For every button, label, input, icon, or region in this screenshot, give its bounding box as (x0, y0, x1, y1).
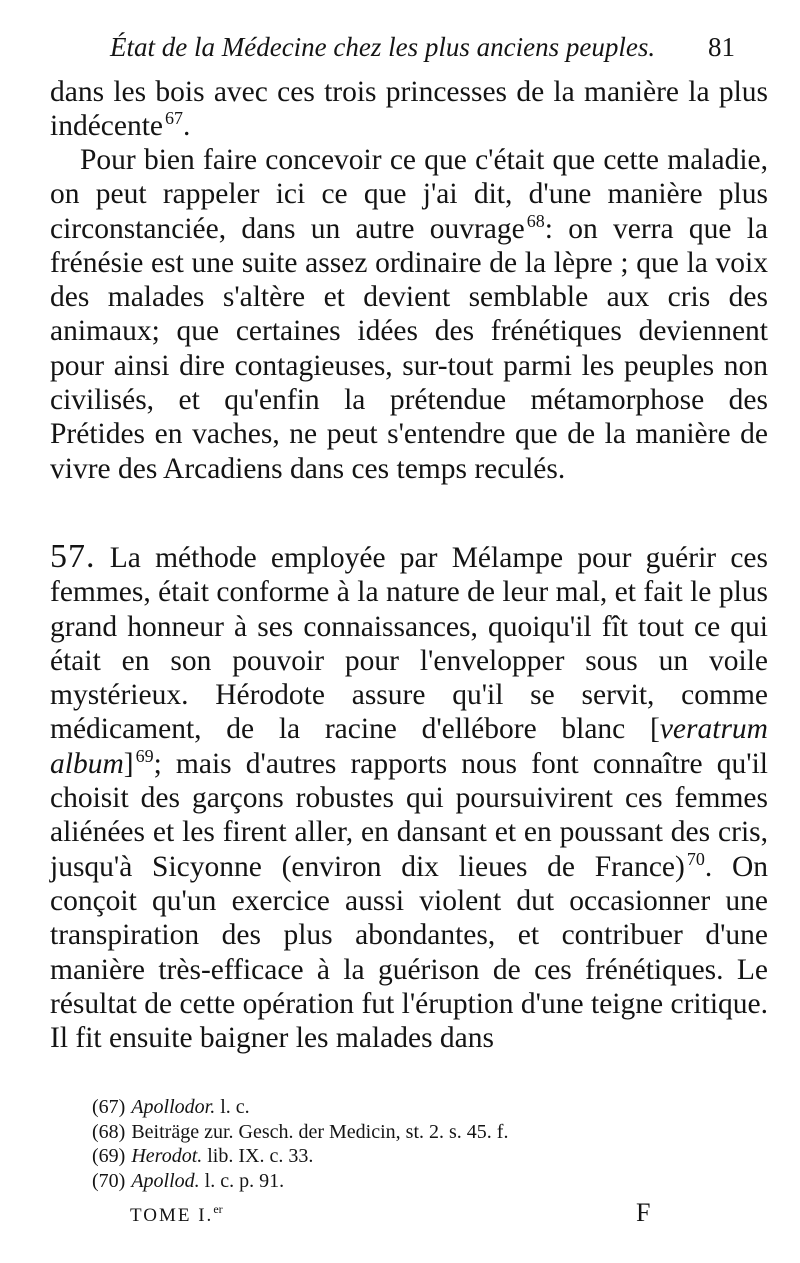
paragraph-continuation (50, 75, 768, 144)
paragraph-section-57 (50, 540, 768, 1055)
paragraph-text-b: ] (123, 747, 134, 780)
footnote-label: (68) (92, 1120, 126, 1143)
footnote-author: Herodot. (131, 1145, 203, 1167)
paragraph-text-c: ; mais d'autres rapports nous font connaître qu'il choisit des garçons robustes qui poursuivirent ces femmes aliénées et les firent aller, en dansant et en poussant des cris, jusqu'à Sicyonne (environ dix lieues de France) (50, 747, 768, 883)
signature-mark: F (636, 1198, 651, 1227)
paragraph-text-d: . On conçoit qu'un exercice aussi violent dut occasionner une transpiration des plus abondantes, et contribuer d'une manière très-efficace à la guérison de ces frénétiques. Le résultat de cette opération fut l'éruption d'une teigne critique. Il fit ensuite baigner les malades dans (50, 850, 768, 1055)
footnote-text: l. c. (220, 1096, 250, 1118)
footnote-69 (92, 1144, 742, 1169)
footnote-text: Beiträge zur. Gesch. der Medicin, st. 2. s. 45. f. (131, 1120, 509, 1143)
paragraph-text-a: La méthode employée par Mélampe pour guérir ces femmes, était conforme à la nature de leur mal, et fait le plus grand honneur à ses connaissances, quoiqu'il fît tout ce qui était en son pouvoir pour l'envelopper sous un voile mystérieux. Hérodote assure qu'il se servit, comme médicament, de la racine d'ellébore blanc [ (50, 542, 768, 746)
page-number: 81 (708, 32, 735, 62)
paragraph-text-b: : on verra que la frénésie est une suite assez ordinaire de la lèpre ; que la voix des malades s'altère et devient semblable aux cris des animaux; que certaines idées des frénétiques deviennent pour ainsi dire contagieuses, sur-tout parmi les peuples non civilisés, et qu'enfin la prétendue métamorphose des Prétides en vaches, ne peut s'entendre que de la manière de vivre des Arcadiens dans ces temps reculés. (50, 212, 768, 485)
paragraph-leprosy (50, 143, 768, 486)
footnote-70 (92, 1169, 742, 1194)
footnote-ref-69: 69 (135, 745, 154, 766)
latin-term: veratrum album (50, 713, 768, 780)
volume-label: TOME I. (130, 1205, 214, 1226)
footnote-ref-67: 67 (165, 108, 184, 129)
paragraph-text-a: Pour bien faire concevoir ce que c'était que cette maladie, on peut rappeler ici ce que j'ai dit, d'une manière plus circonstanciée, dans un autre ouvrage (50, 144, 768, 245)
footnote-author: Apollodor. (131, 1096, 216, 1118)
footnote-ref-70: 70 (686, 848, 705, 869)
footnote-author: Apollod. (131, 1169, 200, 1192)
page-footer (0, 1198, 800, 1238)
footnote-label: (69) (92, 1145, 126, 1167)
footnote-ref-68: 68 (526, 210, 545, 231)
footnote-label: (70) (92, 1169, 126, 1192)
footnote-68 (92, 1120, 742, 1145)
footnotes (92, 1095, 742, 1193)
footnote-67 (92, 1095, 742, 1120)
paragraph-text-end: . (183, 110, 191, 143)
running-head (0, 28, 800, 68)
footnote-text: lib. IX. c. 33. (207, 1145, 314, 1167)
running-title: État de la Médecine chez les plus anciens peuples. (110, 32, 656, 62)
footnote-text: l. c. p. 91. (204, 1169, 285, 1192)
volume-mark (130, 1202, 223, 1227)
section-number: 57. (50, 538, 96, 575)
volume-ordinal: er (213, 1202, 223, 1216)
paragraph-text: dans les bois avec ces trois princesses de la manière la plus indécente (50, 76, 768, 143)
footnote-label: (67) (92, 1096, 126, 1118)
